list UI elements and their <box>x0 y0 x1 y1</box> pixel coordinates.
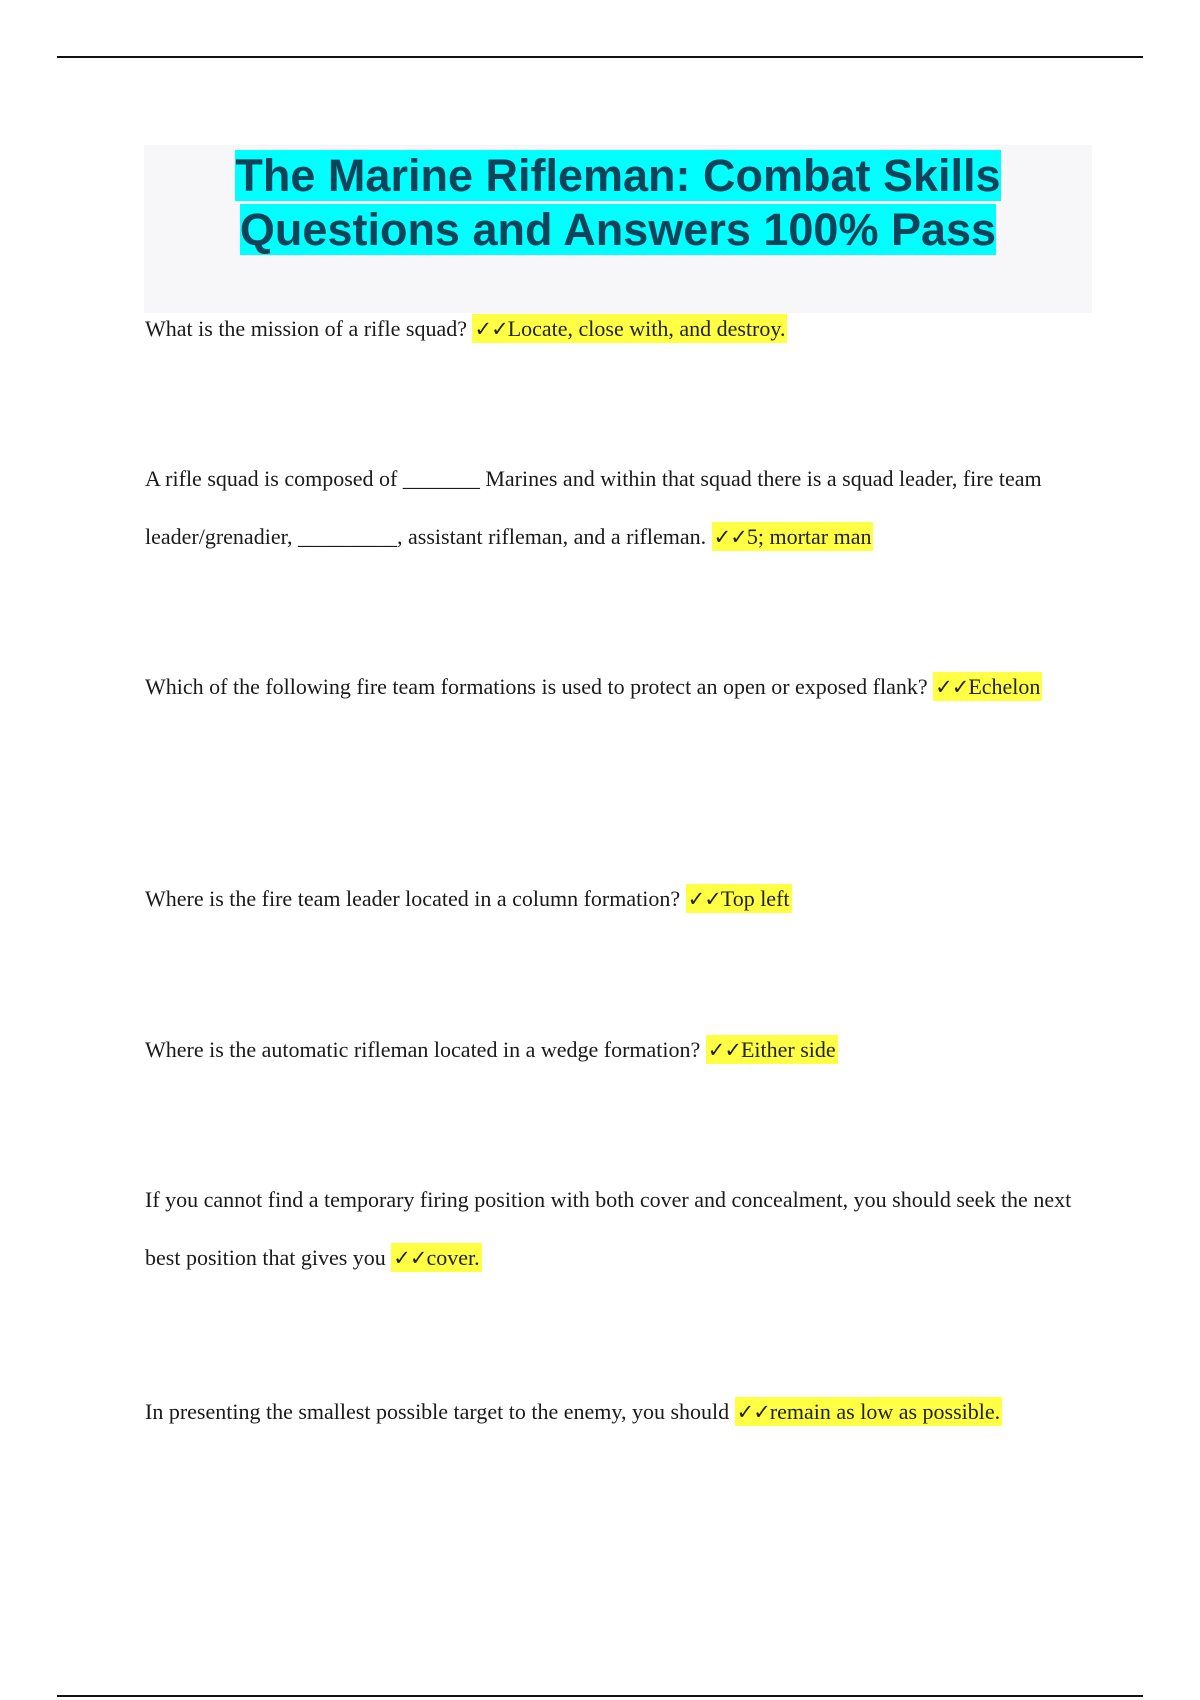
bottom-rule <box>57 1695 1143 1697</box>
qa-item-1 <box>145 300 1085 358</box>
answer-text: 5; mortar man <box>746 524 872 549</box>
double-check-icon: ✓✓ <box>393 1246 427 1270</box>
double-check-icon: ✓✓ <box>736 1400 770 1424</box>
question-text: If you cannot find a temporary firing position with both cover and concealment, you should seek the next best position that gives you <box>145 1187 1072 1270</box>
question-text: Where is the automatic rifleman located in a wedge formation? <box>145 1037 706 1062</box>
double-check-icon: ✓✓ <box>707 1038 741 1062</box>
answer-highlight <box>933 672 1042 701</box>
document-title <box>144 145 1092 257</box>
answer-text: Locate, close with, and destroy. <box>507 316 786 341</box>
qa-item-5 <box>145 1021 1085 1079</box>
double-check-icon: ✓✓ <box>474 317 508 341</box>
title-panel <box>144 145 1092 313</box>
qa-item-2 <box>145 450 1085 566</box>
answer-text: Echelon <box>968 674 1041 699</box>
qa-item-4 <box>145 870 1085 928</box>
answer-text: Either side <box>740 1037 836 1062</box>
answer-highlight <box>472 314 787 343</box>
title-line-2: Questions and Answers 100% Pass <box>239 204 997 255</box>
answer-text: cover. <box>426 1245 480 1270</box>
answer-highlight <box>712 522 874 551</box>
answer-highlight <box>391 1243 481 1272</box>
title-line-1: The Marine Rifleman: Combat Skills <box>235 150 1001 201</box>
question-text: Where is the fire team leader located in a column formation? <box>145 886 686 911</box>
answer-text: remain as low as possible. <box>769 1399 1001 1424</box>
double-check-icon: ✓✓ <box>713 525 747 549</box>
question-text: What is the mission of a rifle squad? <box>145 316 473 341</box>
double-check-icon: ✓✓ <box>687 887 721 911</box>
question-text: In presenting the smallest possible target to the enemy, you should <box>145 1399 735 1424</box>
question-text: A rifle squad is composed of _______ Marines and within that squad there is a squad leader, fire team leader/grenadier, _________, assistant rifleman, and a rifleman. <box>145 466 1042 549</box>
answer-text: Top left <box>720 886 790 911</box>
qa-item-7 <box>145 1383 1085 1441</box>
question-text: Which of the following fire team formations is used to protect an open or exposed flank? <box>145 674 934 699</box>
top-rule <box>57 56 1143 58</box>
qa-item-6 <box>145 1171 1085 1287</box>
double-check-icon: ✓✓ <box>935 675 969 699</box>
answer-highlight <box>706 1035 838 1064</box>
answer-highlight <box>735 1397 1003 1426</box>
qa-item-3 <box>145 658 1085 716</box>
answer-highlight <box>686 884 792 913</box>
